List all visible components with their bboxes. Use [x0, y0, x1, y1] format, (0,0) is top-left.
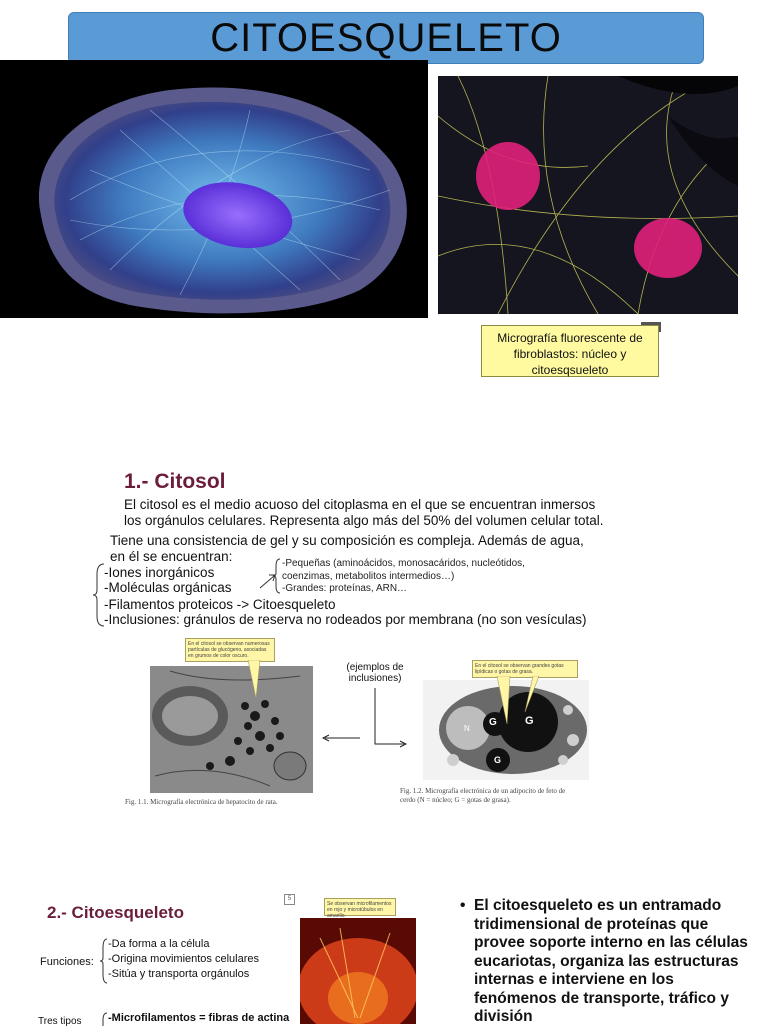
sub-line: -Grandes: proteínas, ARN…	[282, 583, 408, 594]
tipos-label: Tres tipos	[38, 1016, 82, 1027]
citosol-line: -Filamentos proteicos -> Citoesqueleto	[104, 597, 336, 612]
sub-line: coenzimas, metabolitos intermedios…)	[282, 571, 455, 582]
figure-caption: Fig. 1.1. Micrografía electrónica de hepatocito de rata.	[125, 798, 278, 806]
bullet-text: El citoesqueleto es un entramado tridimensional de proteínas que provee soporte interno en las células eucariotas, organiza las estructuras internas e interviene en los fenómenos de transporte, tráfico y división	[474, 897, 748, 1025]
figure-caption: cerdo (N = núcleo; G = gotas de grasa).	[400, 796, 511, 804]
n-label: N	[464, 724, 470, 733]
cytoskeleton-bullet	[460, 897, 760, 1027]
citosol-line: en él se encuentran:	[110, 549, 233, 564]
cytoskeleton-note: Se observan microfilamentos en rojo y microtúbulos en amarillo.	[324, 898, 396, 916]
caption-line: citoesqsueleto	[531, 363, 609, 377]
fibroblast-fluorescence-image	[438, 76, 738, 314]
citosol-heading: 1.- Citosol	[124, 470, 226, 493]
g-label: G	[494, 755, 502, 765]
hepatocyte-micrograph	[150, 666, 313, 793]
note-pointer	[495, 676, 545, 726]
slide-number-box: 5	[284, 894, 295, 905]
citoesqueleto-heading: 2.- Citoesqueleto	[47, 903, 184, 922]
cytoskeleton-fluorescence-image	[300, 918, 416, 1024]
sub-brace	[273, 558, 281, 594]
citosol-line: los orgánulos celulares. Representa algo más del 50% del volumen celular total.	[124, 513, 604, 528]
sub-line: -Pequeñas (aminoácidos, monosacáridos, nucleótidos,	[282, 558, 525, 569]
citosol-line: -Moléculas orgánicas	[104, 580, 232, 595]
funcion-item: -Sitúa y transporta orgánulos	[108, 968, 250, 980]
funcion-item: -Origina movimientos celulares	[108, 953, 259, 965]
citosol-line: -Iones inorgánicos	[104, 565, 215, 580]
inclusions-label	[340, 662, 410, 684]
g-label: G	[525, 715, 534, 727]
inclusions-arrows	[320, 686, 410, 750]
citosol-line: -Inclusiones: gránulos de reserva no rodeados por membrana (no son vesículas)	[104, 612, 587, 627]
lipid-note: En el citosol se observan grandes gotas lipídicas o gotas de grasa.	[472, 660, 578, 678]
figure-caption: Fig. 1.2. Micrografía electrónica de un adipocito de feto de	[400, 787, 566, 795]
tipo-item: -Microfilamentos = fibras de actina	[108, 1012, 290, 1024]
g-label: G	[489, 717, 497, 728]
image-caption	[481, 325, 659, 377]
bullet-dot: •	[460, 897, 466, 914]
funciones-brace	[100, 938, 108, 984]
citosol-line: El citosol es el medio acuoso del citoplasma en el que se encuentran inmersos	[124, 497, 596, 512]
funciones-label: Funciones:	[40, 956, 94, 968]
cell-fluorescence-image	[0, 60, 428, 318]
inclusions-label-line: (ejemplos de	[346, 662, 404, 673]
left-brace	[92, 562, 106, 628]
glycogen-note: En el citosol se observan numerosas partículas de glucógeno, asociadas en grumos de color oscuro.	[185, 638, 275, 662]
page-title: CITOESQUELETO	[210, 15, 562, 60]
caption-line: fibroblastos: núcleo y	[513, 347, 627, 361]
title-banner	[68, 12, 704, 64]
funcion-item: -Da forma a la célula	[108, 938, 210, 950]
caption-line: Micrografía fluorescente de	[497, 331, 643, 345]
note-pointer	[246, 660, 266, 700]
citosol-line: Tiene una consistencia de gel y su composición es compleja. Además de agua,	[110, 533, 584, 548]
inclusions-label-line: inclusiones)	[348, 673, 402, 684]
